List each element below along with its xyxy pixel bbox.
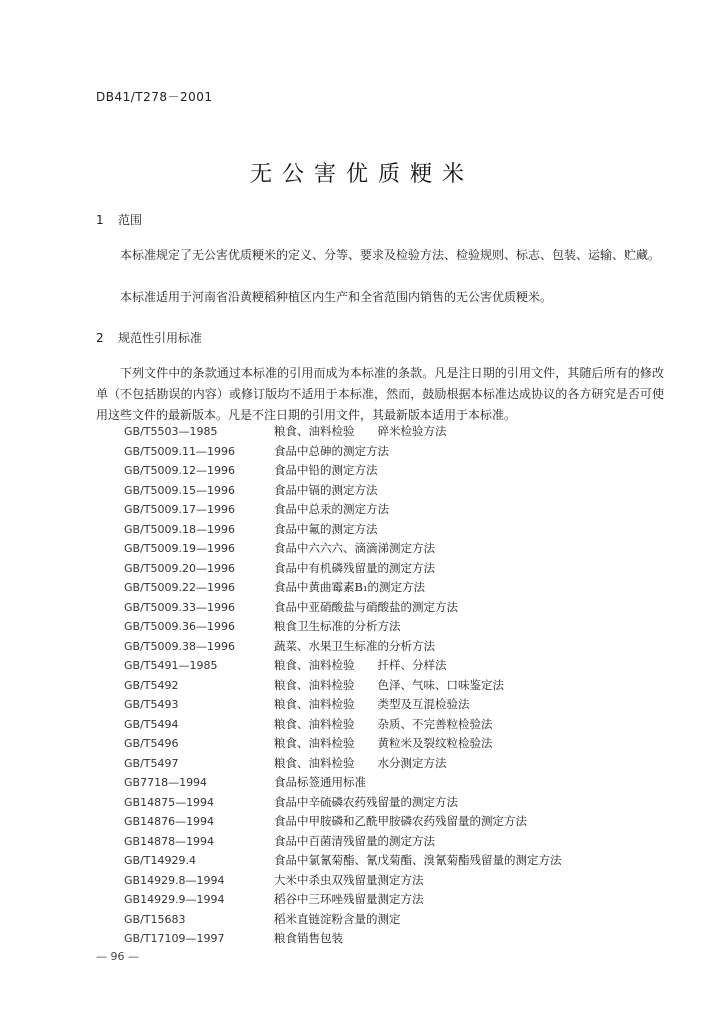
reference-code: GB/T5009.36—1996 xyxy=(124,620,235,633)
reference-code: GB/T15683 xyxy=(124,912,186,926)
reference-code: GB/T5009.12—1996 xyxy=(124,464,235,477)
reference-item xyxy=(124,598,644,618)
reference-item xyxy=(124,442,644,462)
section-2-number: 2 xyxy=(96,331,104,345)
reference-item xyxy=(124,656,644,676)
reference-title: 食品中有机磷残留量的测定方法 xyxy=(274,560,435,575)
reference-item xyxy=(124,539,644,559)
reference-code: GB/T5503—1985 xyxy=(124,425,218,438)
reference-code: GB/T5493 xyxy=(124,698,179,711)
section-2-heading xyxy=(96,329,202,346)
reference-code: GB14876—1994 xyxy=(124,815,215,828)
reference-item xyxy=(124,578,644,598)
reference-code: GB/T5009.15—1996 xyxy=(124,483,235,497)
reference-item xyxy=(124,520,644,540)
reference-item xyxy=(124,715,644,735)
reference-code: GB/T5497 xyxy=(124,756,179,770)
reference-title: 食品中氯氰菊酯、氰戊菊酯、溴氰菊酯残留量的测定方法 xyxy=(274,853,562,867)
reference-code: GB/T5496 xyxy=(124,737,179,750)
reference-item xyxy=(124,461,644,481)
reference-title: 食品标签通用标准 xyxy=(274,775,366,789)
reference-code: GB/T5009.17—1996 xyxy=(124,503,235,516)
reference-code: GB/T5491—1985 xyxy=(124,659,218,672)
reference-code: GB14929.9—1994 xyxy=(124,893,225,906)
reference-title: 食品中镉的测定方法 xyxy=(274,482,378,497)
reference-code: GB7718—1994 xyxy=(124,776,208,789)
section-2-intro: 下列文件中的条款通过本标准的引用而成为本标准的条款。凡是注日期的引用文件，其随后所有的修改单（不包括勘误的内容）或修订版均不适用于本标准，然而，鼓励根据本标准达成协议的各方研究是否可使用这些文件的最新版本。凡是不注日期的引用文件，其最新版本适用于本标准。 xyxy=(96,366,664,422)
reference-title: 粮食、油料检验 扦样、分样法 xyxy=(274,658,447,672)
section-1-number: 1 xyxy=(96,213,104,227)
reference-code: GB/T14929.4 xyxy=(124,854,196,867)
reference-item xyxy=(124,929,644,949)
reference-item xyxy=(124,890,644,910)
reference-item xyxy=(124,617,644,637)
reference-code: GB14878—1994 xyxy=(124,834,215,848)
section-1-title: 范围 xyxy=(118,213,143,227)
reference-title: 食品中总砷的测定方法 xyxy=(274,443,389,458)
page-number: — 96 — xyxy=(96,950,139,963)
reference-code: GB/T5492 xyxy=(124,678,179,692)
reference-title: 食品中甲胺磷和乙酰甲胺磷农药残留量的测定方法 xyxy=(274,814,527,828)
reference-item xyxy=(124,754,644,774)
reference-code: GB/T5009.33—1996 xyxy=(124,600,235,614)
reference-item xyxy=(124,851,644,871)
reference-title: 粮食卫生标准的分析方法 xyxy=(274,619,401,633)
reference-title: 食品中辛硫磷农药残留量的测定方法 xyxy=(274,794,458,809)
reference-title: 食品中氟的测定方法 xyxy=(274,521,378,536)
document-title: 无公害优质粳米 xyxy=(249,162,474,187)
reference-title: 食品中六六六、滴滴涕测定方法 xyxy=(274,541,435,555)
reference-title: 粮食、油料检验 黄粒米及裂纹粒检验法 xyxy=(274,736,493,750)
reference-code: GB14875—1994 xyxy=(124,795,215,809)
reference-title: 稻谷中三环唑残留量测定方法 xyxy=(274,892,424,906)
reference-title: 稻米直链淀粉含量的测定 xyxy=(274,911,401,926)
section-1-heading xyxy=(96,211,142,228)
reference-item xyxy=(124,793,644,813)
reference-code: GB/T5009.38—1996 xyxy=(124,639,235,653)
reference-title: 粮食、油料检验 类型及互混检验法 xyxy=(274,697,470,711)
reference-title: 食品中亚硝酸盐与硝酸盐的测定方法 xyxy=(274,599,458,614)
reference-list xyxy=(124,422,644,949)
reference-item xyxy=(124,500,644,520)
reference-title: 粮食、油料检验 碎米检验方法 xyxy=(274,424,447,438)
reference-item xyxy=(124,832,644,852)
reference-title: 粮食、油料检验 水分测定方法 xyxy=(274,755,447,770)
reference-title: 粮食、油料检验 杂质、不完善粒检验法 xyxy=(274,716,493,731)
reference-item xyxy=(124,676,644,696)
reference-title: 粮食、油料检验 色泽、气味、口味鉴定法 xyxy=(274,677,504,692)
reference-item xyxy=(124,422,644,442)
reference-code: GB/T17109—1997 xyxy=(124,932,225,945)
reference-item xyxy=(124,637,644,657)
reference-item xyxy=(124,695,644,715)
reference-title: 食品中铅的测定方法 xyxy=(274,463,378,477)
reference-item xyxy=(124,910,644,930)
reference-code: GB/T5009.22—1996 xyxy=(124,581,235,594)
reference-code: GB/T5009.18—1996 xyxy=(124,522,235,536)
reference-title: 大米中杀虫双残留量测定方法 xyxy=(274,872,424,887)
reference-code: GB14929.8—1994 xyxy=(124,873,225,887)
reference-item xyxy=(124,812,644,832)
reference-title: 食品中黄曲霉素B₁的测定方法 xyxy=(274,580,426,594)
reference-item xyxy=(124,734,644,754)
reference-code: GB/T5009.19—1996 xyxy=(124,542,235,555)
reference-item xyxy=(124,559,644,579)
section-2-title: 规范性引用标准 xyxy=(118,331,203,345)
section-1-paragraph-1: 本标准规定了无公害优质粳米的定义、分等、要求及检验方法、检验规则、标志、包装、运输、贮藏。 xyxy=(120,248,661,262)
reference-title: 食品中百菌清残留量的测定方法 xyxy=(274,833,435,848)
reference-title: 蔬菜、水果卫生标准的分析方法 xyxy=(274,638,435,653)
section-1-paragraph-2: 本标准适用于河南省沿黄粳稻种植区内生产和全省范围内销售的无公害优质粳米。 xyxy=(120,290,553,304)
reference-item xyxy=(124,871,644,891)
reference-item xyxy=(124,481,644,501)
reference-code: GB/T5494 xyxy=(124,717,179,731)
reference-code: GB/T5009.11—1996 xyxy=(124,444,235,458)
reference-code: GB/T5009.20—1996 xyxy=(124,561,235,575)
reference-title: 粮食销售包装 xyxy=(274,931,343,945)
standard-code: DB41/T278－2001 xyxy=(96,90,213,104)
reference-title: 食品中总汞的测定方法 xyxy=(274,502,389,516)
reference-item xyxy=(124,773,644,793)
